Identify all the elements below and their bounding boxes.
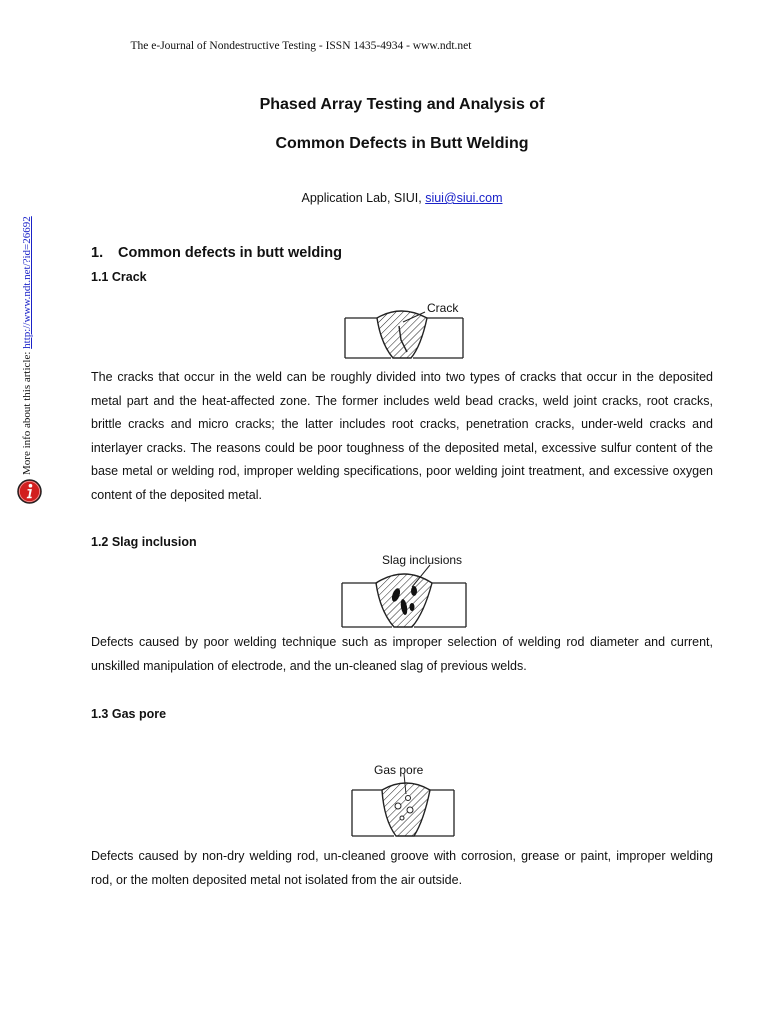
paper-title-line-2: Common Defects in Butt Welding [275, 135, 529, 152]
gas-pore-figure [348, 758, 458, 838]
section-title: Common defects in butt welding [118, 245, 342, 261]
author-email-link[interactable]: siui@siui.com [425, 191, 503, 205]
crack-figure-label: Crack [427, 301, 459, 315]
section-heading [91, 245, 342, 261]
gas-pore-figure-label: Gas pore [374, 763, 424, 777]
section-number: 1. [91, 245, 104, 261]
slag-inclusion-figure [338, 551, 471, 629]
crack-figure [341, 296, 467, 362]
journal-header: The e-Journal of Nondestructive Testing - ISSN 1435-4934 - www.ndt.net [130, 40, 472, 52]
gas-pore-paragraph: Defects caused by non-dry welding rod, un-cleaned groove with corrosion, grease or paint, improper welding rod, or the molten deposited metal not isolated from the air outside. [91, 849, 713, 887]
slag-paragraph: Defects caused by poor welding technique such as improper selection of welding rod diameter and current, unskilled manipulation of electrode, and the un-cleaned slag of previous welds. [91, 635, 713, 673]
crack-paragraph: The cracks that occur in the weld can be roughly divided into two types of cracks that occur in the deposited metal part and the heat-affected zone. The former includes weld bead cracks, weld joint cracks, root cracks, brittle cracks and micro cracks; the latter includes root cracks, penetration cracks, under-weld cracks and interlayer cracks. The reasons could be poor toughness of the deposited metal, excessive sulfur content of the base metal or welding rod, improper welding specifications, poor welding joint treatment, and excessive oxygen content of the deposited metal. [91, 370, 713, 502]
info-icon[interactable] [17, 479, 42, 504]
article-info-link[interactable] [21, 216, 33, 475]
article-info-url[interactable]: http://www.ndt.net/?id=26692 [21, 216, 33, 349]
author-affiliation: Application Lab, SIUI, [301, 191, 426, 205]
article-info-prefix: More info about this article: [21, 348, 33, 475]
gas-pore-heading: 1.3 Gas pore [91, 707, 167, 721]
crack-heading: 1.1 Crack [91, 270, 147, 284]
paper-title-line-1: Phased Array Testing and Analysis of [259, 96, 545, 113]
slag-heading: 1.2 Slag inclusion [91, 535, 197, 549]
slag-figure-label: Slag inclusions [382, 553, 463, 567]
author-line [18, 191, 768, 205]
